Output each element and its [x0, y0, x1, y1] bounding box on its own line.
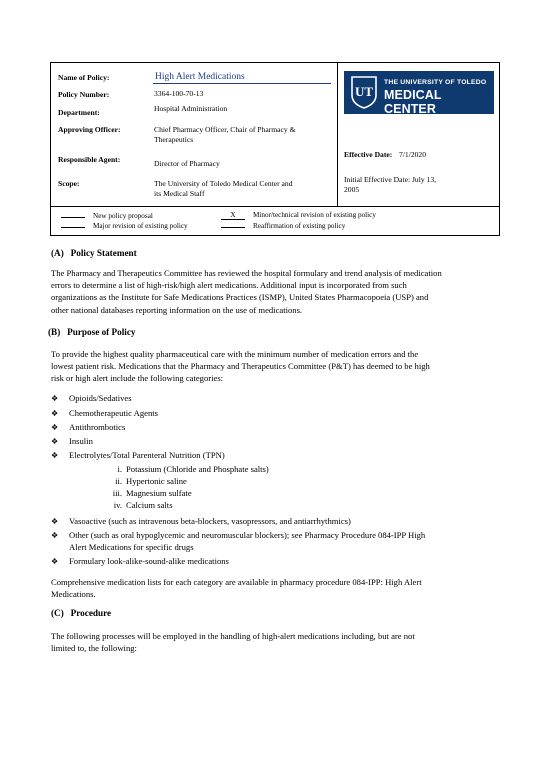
text-line: errors to determine a list of high-risk/high alert medications. Additional input is incorporated from such — [51, 280, 407, 291]
section-c-heading: (C) Procedure — [51, 608, 112, 618]
approving-officer-value-2: Therapeutics — [154, 135, 194, 144]
diamond-bullet-icon: ❖ — [51, 423, 59, 432]
policy-header-table — [50, 62, 500, 236]
initial-effective-date-1: Initial Effective Date: July 13, — [344, 175, 437, 184]
logo-line-2: MEDICAL CENTER — [384, 88, 442, 116]
logo-line-1: THE UNIVERSITY OF TOLEDO — [384, 79, 487, 86]
effective-date-label: Effective Date: — [344, 150, 393, 159]
text-line: risk or high alert include the following categories: — [51, 373, 224, 384]
university-logo — [344, 71, 494, 114]
check-new-policy: New policy proposal — [61, 210, 153, 221]
text-line: Medications. — [51, 589, 96, 600]
scope-label: Scope: — [58, 179, 80, 188]
diamond-bullet-icon: ❖ — [51, 517, 59, 526]
section-a-body — [51, 267, 503, 316]
text-line: other national databases reporting information on the use of medications. — [51, 304, 303, 315]
effective-date-value: 7/1/2020 — [399, 150, 427, 159]
text-line: The following processes will be employed in the handling of high-alert medications including, but are not — [51, 631, 415, 641]
text-line: limited to, the following: — [51, 643, 137, 654]
text-line: To provide the highest quality pharmaceutical care with the minimum number of medication errors and the — [51, 349, 419, 359]
section-c-body — [51, 630, 503, 654]
header-divider-horizontal — [51, 206, 499, 207]
responsible-agent-label: Responsible Agent: — [58, 155, 121, 164]
policy-number-label: Policy Number: — [58, 90, 110, 99]
check-blank — [221, 220, 245, 228]
header-divider-vertical — [337, 63, 338, 206]
check-blank — [61, 220, 85, 228]
section-b-body — [51, 348, 503, 385]
comprehensive-list-note — [51, 576, 503, 600]
approving-officer-label: Approving Officer: — [58, 125, 121, 134]
policy-page: Name of Policy: High Alert Medications Policy Number: 3364-100-70-13 Department: Hospital Administration Approving Officer: Chief Pharmacy Officer, Chair of Pharmacy & Therapeutics Responsible Agent: Director of Pharmacy Scope: The University of Toledo Medical Center and its Medical Staff UT THE UNIVERSITY OF TOLEDO MEDICAL CENTER Effective Date: 7/1/2020 Initial Effective Date: July 13, 2005 New policy proposal Major revision of existing policy X Minor/technical revision of existing policy Reaffirmation of existing policy (A) Policy Statement The Pharmacy and Therapeutics Committee has reviewed the hospital formulary and trend analysis of medication errors to determine a list of high-risk/high alert medications. Additional input is incorporated from such organizations as the Institute for Safe Medications Practices (ISMP), United States Pharmacopoeia (USP) and other national databases reporting information on the use of medications. (B) Purpose of Policy To provide the highest quality pharmaceutical care with the minimum number of medication errors and the lowest patient risk. Medications that the Pharmacy and Therapeutics Committee (P&T) has deemed to be high risk or high alert include the following categories: ❖ Opioids/Sedatives ❖ Chemotherapeutic Agents ❖ Antithrombotics ❖ Insulin ❖ Electrolytes/Total Parenteral Nutrition (TPN) i. Potassium (Chloride and Phosphate salts) ii. Hypertonic saline iii. Magnesium sulfate iv. Calcium salts ❖ Vasoactive (such as intravenous beta-blockers, vasopressors, and antiarrhythmics) ❖ Other (such as oral hypoglycemic and neuromuscular blockers); see Pharmacy Procedure 084-IPP High Alert Medications for specific drugs ❖ Formulary look-alike-sound-alike medications Comprehensive medication lists for each category are available in pharmacy procedure 084-IPP: High Alert Medications. (C) Procedure The following processes will be employed in the handling of high-alert medications including, but are not limited to, the following: — [0, 0, 550, 777]
initial-effective-date-2: 2005 — [344, 185, 360, 194]
department-label: Department: — [58, 108, 100, 117]
approving-officer-value-1: Chief Pharmacy Officer, Chair of Pharmacy & — [154, 125, 296, 134]
section-b-heading: (B) Purpose of Policy — [48, 327, 136, 337]
policy-number-value: 3364-100-70-13 — [154, 89, 204, 98]
check-minor-revision: X Minor/technical revision of existing policy — [221, 210, 376, 220]
diamond-bullet-icon: ❖ — [51, 409, 59, 418]
check-reaffirmation: Reaffirmation of existing policy — [221, 220, 345, 231]
scope-value-2: its Medical Staff — [154, 189, 205, 198]
check-mark-x: X — [221, 212, 245, 220]
responsible-agent-value: Director of Pharmacy — [154, 159, 220, 168]
scope-value-1: The University of Toledo Medical Center and — [154, 179, 293, 188]
logo-initials: UT — [354, 84, 374, 99]
department-value: Hospital Administration — [154, 104, 228, 113]
ut-shield-icon — [350, 75, 378, 109]
check-blank — [61, 210, 85, 218]
text-line: The Pharmacy and Therapeutics Committee has reviewed the hospital formulary and trend analysis of medication — [51, 268, 442, 278]
diamond-bullet-icon: ❖ — [51, 394, 59, 403]
check-major-revision: Major revision of existing policy — [61, 220, 188, 231]
section-a-heading: (A) Policy Statement — [51, 248, 137, 258]
diamond-bullet-icon: ❖ — [51, 437, 59, 446]
policy-name-label: Name of Policy: — [58, 73, 110, 82]
text-line: lowest patient risk. Medications that the Pharmacy and Therapeutics Committee (P&T) has deemed to be high — [51, 361, 430, 372]
diamond-bullet-icon: ❖ — [51, 451, 59, 460]
diamond-bullet-icon: ❖ — [51, 531, 59, 540]
text-line: organizations as the Institute for Safe Medications Practices (ISMP), United States Pharmacopoeia (USP) and — [51, 292, 429, 303]
policy-name-value: High Alert Medications — [153, 72, 331, 84]
diamond-bullet-icon: ❖ — [51, 557, 59, 566]
text-line: Comprehensive medication lists for each category are available in pharmacy procedure 084-IPP: High Alert — [51, 577, 422, 587]
